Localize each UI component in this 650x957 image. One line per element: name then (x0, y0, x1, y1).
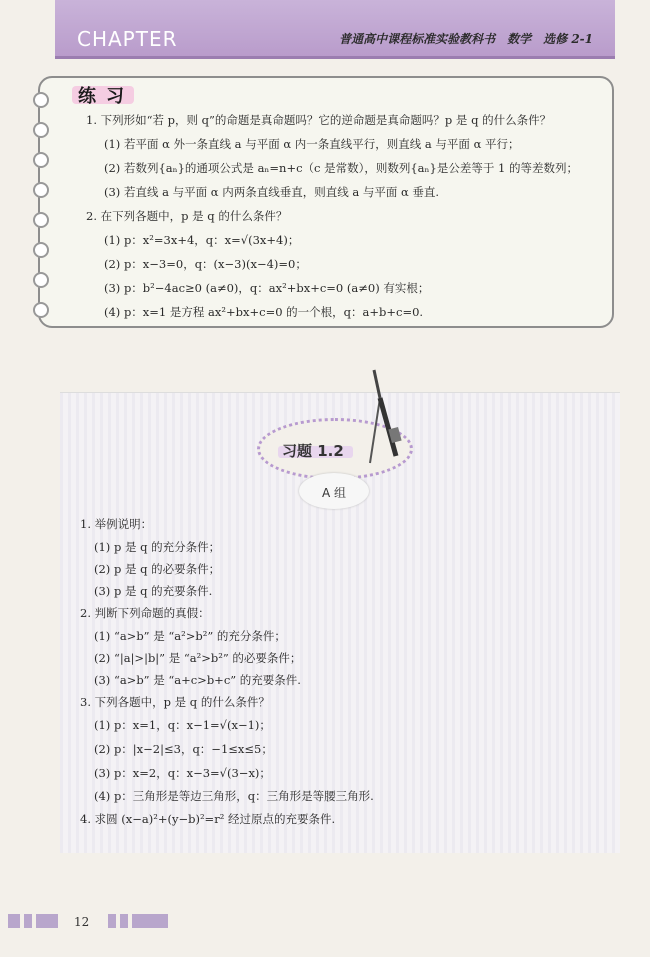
problems-title: 习题 1.2 (282, 440, 344, 461)
exercise-line: (1) p：x²=3x+4，q：x=√(3x+4)； (104, 233, 300, 247)
exercise-line: (4) p：x=1 是方程 ax²+bx+c=0 的一个根，q：a+b+c=0. (104, 305, 424, 319)
problem-line: (4) p：三角形是等边三角形，q：三角形是等腰三角形. (94, 789, 374, 803)
binder-ring-icon (33, 212, 49, 228)
problem-line: (1) p：x=1，q：x−1=√(x−1)； (94, 718, 271, 732)
compass-icon (362, 368, 402, 468)
exercise-line: 1. 下列形如“若 p，则 q”的命题是真命题吗？它的逆命题是真命题吗？p 是 q 的什么条件？ (86, 113, 552, 127)
binder-ring-icon (33, 302, 49, 318)
problem-line: (3) “a>b” 是 “a+c>b+c” 的充要条件. (94, 673, 301, 687)
problem-line: (3) p：x=2，q：x−3=√(3−x)； (94, 766, 271, 780)
problem-line: (1) p 是 q 的充分条件； (94, 540, 221, 554)
binder-ring-icon (33, 242, 49, 258)
binder-ring-icon (33, 272, 49, 288)
page-number: 12 (74, 915, 90, 929)
chapter-label: CHAPTER (77, 27, 178, 51)
exercise-line: (2) 若数列{aₙ}的通项公式是 aₙ=n+c（c 是常数），则数列{aₙ}是公差等于 1 的等差数列； (104, 161, 578, 175)
problem-line: 4. 求圆 (x−a)²+(y−b)²=r² 经过原点的充要条件. (80, 812, 336, 826)
binder-ring-icon (33, 92, 49, 108)
problem-line: 2. 判断下列命题的真假： (80, 606, 210, 620)
problem-line: (2) “|a|>|b|” 是 “a²>b²” 的必要条件； (94, 651, 302, 665)
chapter-header (55, 0, 615, 59)
problem-line: (2) p：|x−2|≤3，q：−1≤x≤5； (94, 742, 273, 756)
problem-line: 1. 举例说明： (80, 517, 153, 531)
problem-line: (1) “a>b” 是 “a²>b²” 的充分条件； (94, 629, 286, 643)
exercise-line: (2) p：x−3=0，q：(x−3)(x−4)=0； (104, 257, 307, 271)
exercise-line: (1) 若平面 α 外一条直线 a 与平面 α 内一条直线平行，则直线 a 与平面 α 平行； (104, 137, 520, 151)
binder-ring-icon (33, 122, 49, 138)
exercise-line: 2. 在下列各题中，p 是 q 的什么条件？ (86, 209, 288, 223)
binder-ring-icon (33, 182, 49, 198)
binder-ring-icon (33, 152, 49, 168)
exercise-title: 练习 (78, 86, 134, 107)
exercise-box (38, 76, 614, 328)
problem-line: (3) p 是 q 的充要条件. (94, 584, 213, 598)
group-label: A 组 (322, 486, 347, 500)
exercise-line: (3) p：b²−4ac≥0 (a≠0)，q：ax²+bx+c=0 (a≠0) 有实根； (104, 281, 430, 295)
problem-line: (2) p 是 q 的必要条件； (94, 562, 221, 576)
textbook-series: 普通高中课程标准实验教科书 数学 选修 2-1 (339, 32, 593, 46)
problem-line: 3. 下列各题中，p 是 q 的什么条件？ (80, 695, 270, 709)
exercise-line: (3) 若直线 a 与平面 α 内两条直线垂直，则直线 a 与平面 α 垂直. (104, 185, 440, 199)
